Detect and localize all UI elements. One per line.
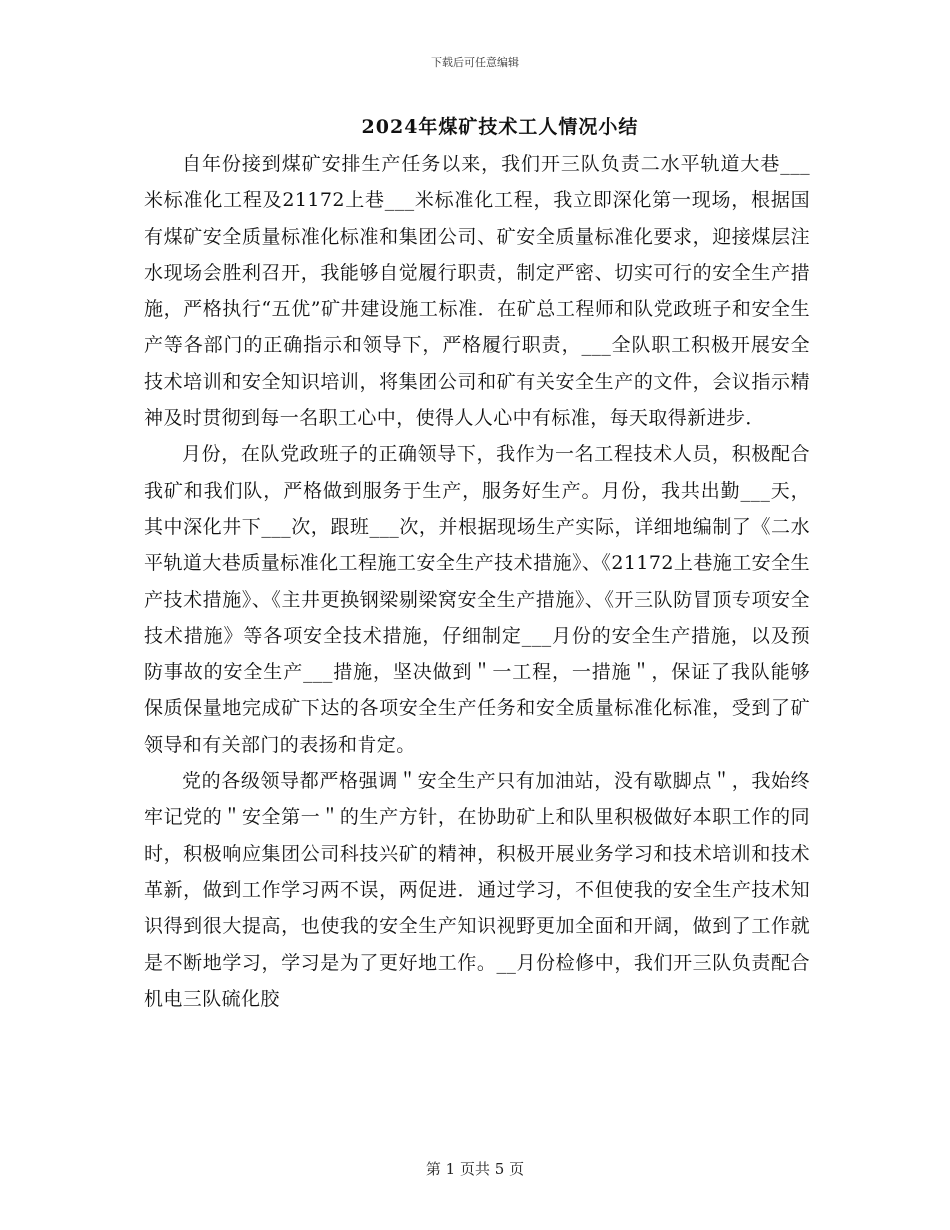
paragraph: 自年份接到煤矿安排生产任务以来，我们开三队负责二水平轨道大巷___米标准化工程及21172上巷___米标准化工程，我立即深化第一现场，根据国有煤矿安全质量标准化标准和集团公司、矿安全质量标准化要求，迎接煤层注水现场会胜利召开，我能够自觉履行职责，制定严密、切实可行的安全生产措施，严格执行“五优”矿井建设施工标准．在矿总工程师和队党政班子和安全生产等各部门的正确指示和领导下，严格履行职责，___全队职工积极开展安全技术培训和安全知识培训，将集团公司和矿有关安全生产的文件，会议指示精神及时贯彻到每一名职工心中，使得人人心中有标准，每天取得新进步．	[144, 153, 810, 430]
header-note: 下载后可任意编辑	[431, 56, 519, 69]
document-body	[144, 146, 810, 1017]
document-title: 2024年煤矿技术工人情况小结	[361, 116, 639, 138]
page-number: 第 1 页共 5 页	[425, 1160, 525, 1178]
paragraph: 月份，在队党政班子的正确领导下，我作为一名工程技术人员，积极配合我矿和我们队，严格做到服务于生产，服务好生产。月份，我共出勤___天，其中深化井下___次，跟班___次，并根据现场生产实际，详细地编制了《二水平轨道大巷质量标准化工程施工安全生产技术措施》、《21172上巷施工安全生产技术措施》、《主井更换钢梁剔梁窝安全生产措施》、《开三队防冒顶专项安全技术措施》等各项安全技术措施，仔细制定___月份的安全生产措施，以及预防事故的安全生产___措施，坚决做到＂一工程，一措施＂，保证了我队能够保质保量地完成矿下达的各项安全生产任务和安全质量标准化标准，受到了矿领导和有关部门的表扬和肯定。	[144, 443, 810, 756]
paragraph: 党的各级领导都严格强调＂安全生产只有加油站，没有歇脚点＂，我始终牢记党的＂安全第一＂的生产方针，在协助矿上和队里积极做好本职工作的同时，积极响应集团公司科技兴矿的精神，积极开展业务学习和技术培训和技术革新，做到工作学习两不误，两促进．通过学习，不但使我的安全生产技术知识得到很大提高，也使我的安全生产知识视野更加全面和开阔，做到了工作就是不断地学习，学习是为了更好地工作。__月份检修中，我们开三队负责配合机电三队硫化胶	[144, 770, 810, 1010]
